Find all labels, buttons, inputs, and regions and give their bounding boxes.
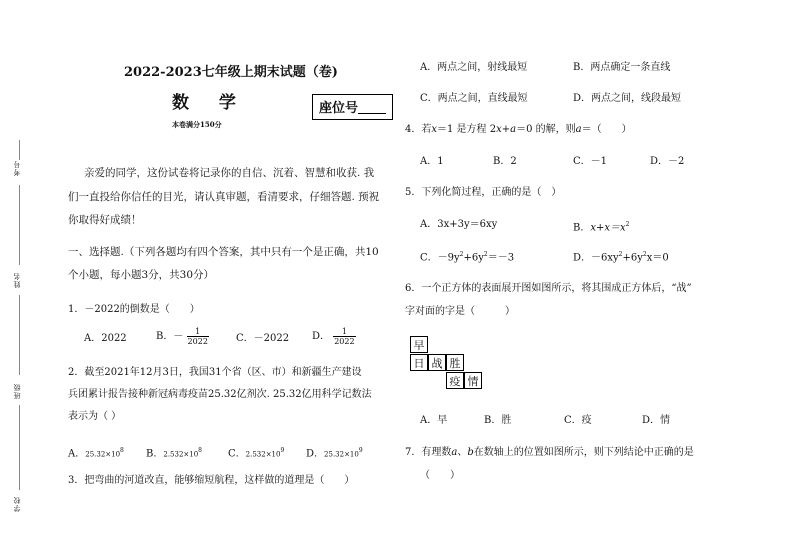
intro-line-1: 亲爱的同学，这份试卷将记录你的自信、沉着、智慧和收获. 我 [84,167,375,179]
q5-option-b[interactable]: B．$x+x=x^2$ [573,221,630,234]
q2-option-c-value: 2.532×10 [245,450,281,459]
q1-option-b-fraction: $\frac{1}{2022}$ [187,327,208,346]
q2-option-a-value: 25.32×10 [85,450,121,459]
net-cell-5: 疫 [446,372,464,389]
q4-stem: 4．若x＝1 是方程 2x+a＝0 的解，则a＝（ ） [405,124,632,135]
net-cell-3: 战 [428,354,446,371]
q1-option-a[interactable]: A．2022 [84,333,127,344]
q5-stem: 5．下列化简过程，正确的是（ ） [405,187,562,198]
cube-net-diagram [410,336,490,392]
q2-line-2: 兵团累计报告接种新冠病毒疫苗25.32亿剂次. 25.32亿用科学记数法 [68,389,372,400]
q1-option-d[interactable] [312,327,356,346]
q1-option-d-fraction: $\frac{1}{2022}$ [334,327,355,346]
q6-option-b[interactable]: B．胜 [484,415,512,426]
subject-title: 数 学 [172,93,248,113]
seat-number-box [312,94,393,120]
q2-line-1: 2．截至2021年12月3日，我国31个省（区、市）和新疆生产建设 [68,367,362,378]
q3-option-a[interactable]: A．两点之间，射线最短 [420,62,528,73]
q6-option-c[interactable]: C．疫 [564,415,592,426]
full-score-note: 本卷满分150分 [172,120,222,129]
margin-line-4 [19,405,20,490]
intro-line-3: 你取得好成绩！ [68,214,142,226]
q2-option-d-value: 25.32×10 [324,450,359,459]
q6-line-2: 字对面的字是（ ） [405,306,515,317]
net-cell-1: 早 [410,336,428,353]
section1-line-1: 一、选择题.（下列各题均有四个答案，其中只有一个是正确，共10 [68,246,379,258]
q2-option-c[interactable]: C．$2.532\times 10^9$ [228,447,285,460]
margin-label-school: 学校 [13,496,21,512]
q5-option-d[interactable]: D．$-6xy^2+6y^2x=0$ [573,251,669,264]
q4-option-d[interactable]: D．－2 [650,156,685,167]
q4-option-c[interactable]: C．－1 [573,156,608,167]
seat-number-blank[interactable] [358,101,386,114]
net-cell-6: 情 [464,372,482,389]
q2-option-b-value: 2.532×10 [163,450,199,459]
q1-stem: 1．－2022的倒数是（ ） [68,304,200,315]
q2-option-a[interactable]: A．$25.32\times 10^8$ [68,447,124,460]
q6-line-1: 6．一个正方体的表面展开图如图所示，将其围成正方体后，“战” [405,283,692,294]
q6-option-a[interactable]: A．早 [420,415,448,426]
q4-option-a[interactable]: A．1 [420,156,444,167]
margin-line-3 [19,295,20,375]
margin-label-class: 班级 [13,383,21,399]
q7-stem: 7．有理数a、b在数轴上的位置如图所示，则下列结论中正确的是 [405,447,694,458]
margin-label-exam-number: 考号 [13,160,21,176]
q2-option-d[interactable]: D．$25.32\times 10^9$ [306,447,363,460]
seat-number-label: 座位号 [319,101,359,116]
q2-option-b[interactable]: B．$2.532\times 10^8$ [146,447,202,460]
margin-line-1 [19,140,20,160]
q3-option-c[interactable]: C．两点之间，直线最短 [420,93,528,104]
net-cell-4: 胜 [446,354,464,371]
intro-line-2: 们一直投给你信任的目光，请认真审题，看清要求，仔细答题. 预祝 [68,191,380,203]
q3-option-d[interactable]: D．两点之间，线段最短 [573,93,682,104]
q1-option-d-prefix: D． [312,331,331,342]
q6-option-d[interactable]: D．情 [642,415,671,426]
section1-line-2: 个小题，每小题3分，共30分） [68,269,215,281]
q3-stem: 3．把弯曲的河道改直，能够缩短航程，这样做的道理是（ ） [68,475,355,486]
q1-option-c[interactable]: C．－2022 [236,333,290,344]
q5-option-a[interactable]: A．3x+3y＝6xy [420,219,498,230]
q3-option-b[interactable]: B．两点确定一条直线 [573,62,671,73]
q1-option-b[interactable] [156,327,209,346]
q1-option-b-prefix: B．－ [156,331,184,342]
q4-option-b[interactable]: B．2 [493,156,517,167]
margin-line-2 [19,185,20,265]
q5-option-c[interactable]: C．$-9y^2+6y^2=-3$ [420,251,515,264]
margin-label-name: 姓名 [13,272,21,288]
q2-line-3: 表示为（ ） [68,411,122,422]
q7-answer-blank: （ ） [420,470,460,481]
exam-title: 2022-2023七年级上期末试题（卷) [124,65,338,80]
net-cell-2: 日 [410,354,428,371]
